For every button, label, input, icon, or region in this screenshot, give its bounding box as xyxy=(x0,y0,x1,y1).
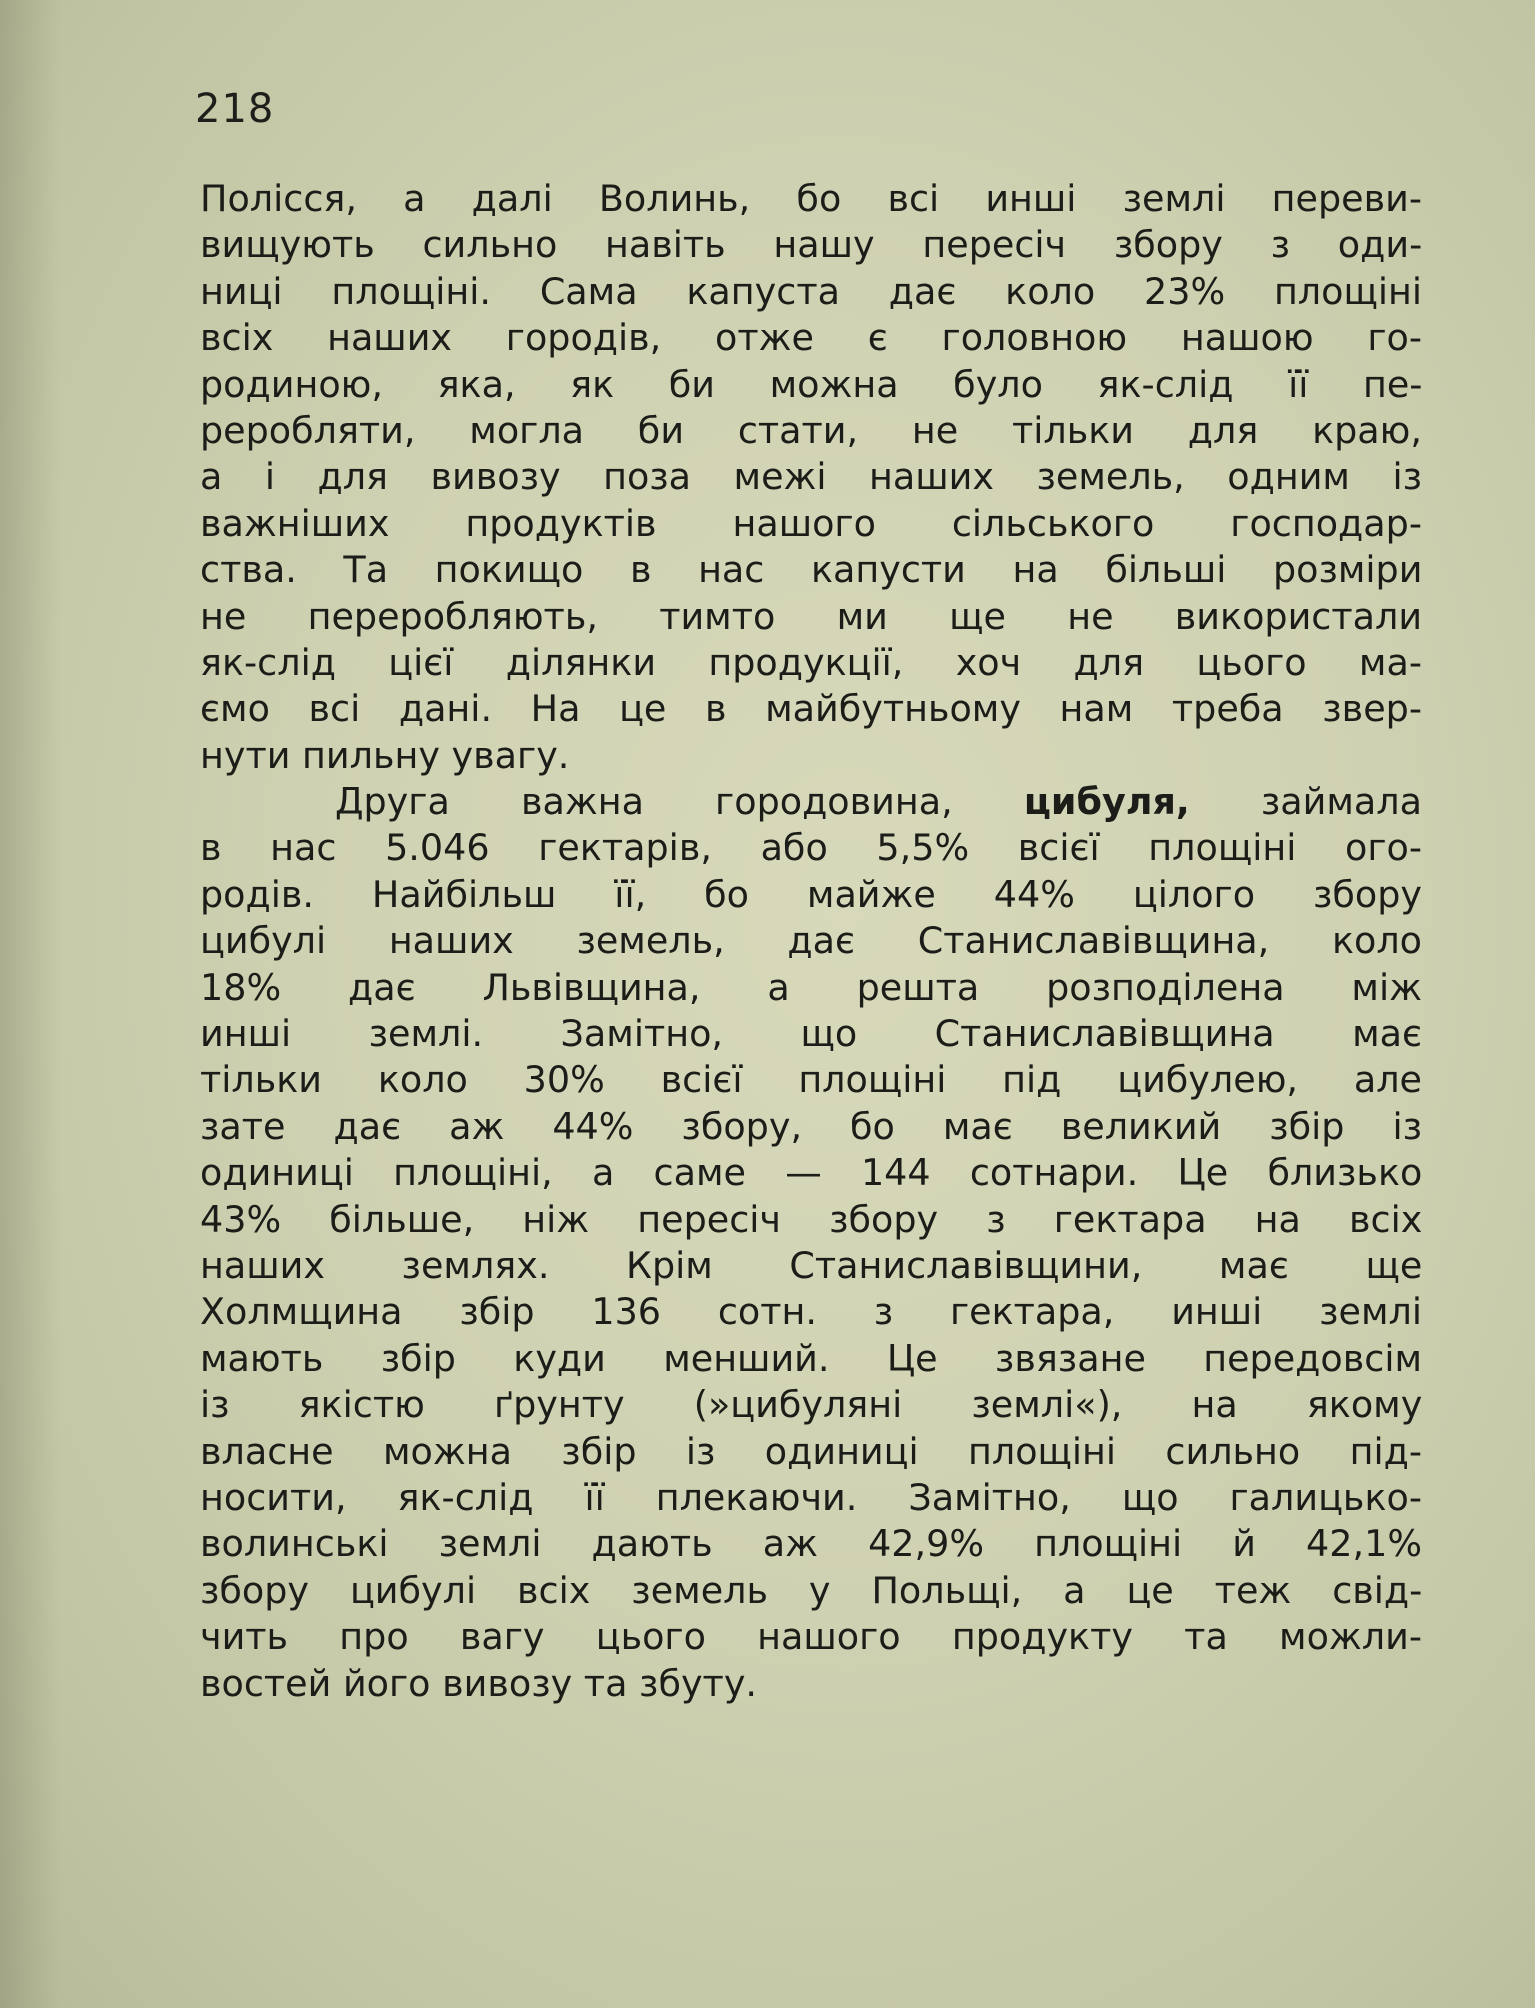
text-line: одиниці площіні, а саме — 144 сотнари. Це близько xyxy=(200,1151,1423,1195)
text-line: збору цибулі всіх земель у Польщі, а це теж свід- xyxy=(200,1568,1423,1612)
text-line: 43% більше, ніж пересіч збору з гектара на всіх xyxy=(200,1197,1423,1241)
text-line: нути пильну увагу. xyxy=(200,733,570,777)
paragraph-first-line xyxy=(200,779,1422,825)
text-line: Холмщина збір 136 сотн. з гектара, инші землі xyxy=(200,1290,1422,1334)
bold-term: цибуля, xyxy=(1023,780,1190,824)
text-line: носити, як-слід її плекаючи. Замітно, що галицько- xyxy=(200,1475,1422,1519)
text-line: із якістю ґрунту (»цибуляні землі«), на якому xyxy=(200,1383,1423,1427)
text-line: родиною, яка, як би можна було як-слід її пе- xyxy=(200,362,1423,406)
text-line: инші землі. Замітно, що Станиславівщина має xyxy=(200,1012,1422,1056)
page-number: 218 xyxy=(195,86,275,132)
page-shadow xyxy=(0,0,60,2008)
text-line: реробляти, могла би стати, не тільки для краю, xyxy=(200,408,1422,452)
text-line: зате дає аж 44% збору, бо має великий збір із xyxy=(200,1104,1422,1148)
text-line: в нас 5.046 гектарів, або 5,5% всієї площіні ого- xyxy=(200,826,1422,870)
text-line: не переробляють, тимто ми ще не використали xyxy=(200,594,1423,638)
text-line: а і для вивозу поза межі наших земель, одним із xyxy=(200,455,1423,499)
text-segment: займала xyxy=(1189,780,1422,824)
text-line: важніших продуктів нашого сільського господар- xyxy=(200,501,1422,545)
text-line: 18% дає Львівщина, а решта розподілена між xyxy=(200,965,1422,1009)
text-line: ства. Та покищо в нас капусти на більші розміри xyxy=(200,548,1423,592)
text-line: ниці площіні. Сама капуста дає коло 23% площіні xyxy=(200,269,1422,313)
text-line: Полісся, а далі Волинь, бо всі инші землі переви- xyxy=(200,177,1422,220)
text-line: мають збір куди менший. Це звязане передовсім xyxy=(200,1336,1422,1380)
text-line: востей його вивозу та збуту. xyxy=(200,1661,758,1705)
text-line: чить про вагу цього нашого продукту та можли- xyxy=(200,1615,1422,1659)
text-segment: Друга важна городовина, xyxy=(335,780,1024,824)
text-line: ємо всі дані. На це в майбутньому нам треба звер- xyxy=(200,687,1422,731)
text-line: вищують сильно навіть нашу пересіч збору з оди- xyxy=(200,223,1423,267)
text-line: як-слід цієї ділянки продукції, хоч для цього ма- xyxy=(200,640,1422,684)
text-line: волинські землі дають аж 42,9% площіні й 42,1% xyxy=(200,1522,1422,1566)
body-text xyxy=(200,176,1422,1707)
text-line: всіх наших городів, отже є головною нашою го- xyxy=(200,316,1422,360)
text-line: тільки коло 30% всієї площіні під цибулею, але xyxy=(200,1058,1422,1102)
text-line: цибулі наших земель, дає Станиславівщина, коло xyxy=(200,919,1422,963)
text-line: наших землях. Крім Станиславівщини, має ще xyxy=(200,1243,1423,1287)
text-line: власне можна збір із одиниці площіні сильно під- xyxy=(200,1429,1422,1473)
text-line: родів. Найбільш її, бо майже 44% цілого збору xyxy=(200,872,1422,916)
